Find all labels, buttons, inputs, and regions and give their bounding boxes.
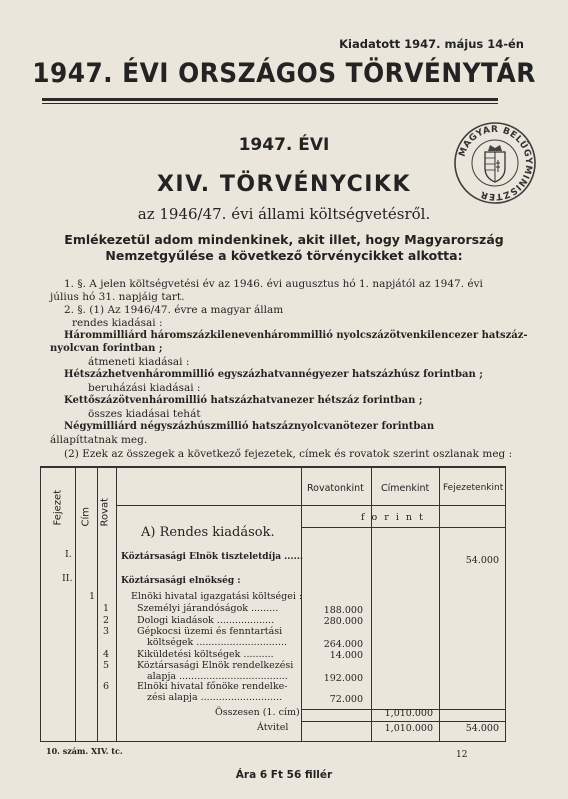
rovat-number: 1 <box>103 603 110 614</box>
masthead-rule-thick <box>42 98 498 101</box>
rovat-number: 6 <box>103 681 110 692</box>
header-rovat: Rovat <box>99 497 111 527</box>
rovat-amount: 280.000 <box>323 616 363 627</box>
rovat-label-cont: zési alapja ........................... <box>147 692 283 703</box>
rovat-number: 3 <box>103 626 110 637</box>
svg-text:MAGYAR BELÜGYMINISZTER: MAGYAR BELÜGYMINISZTER <box>457 124 534 202</box>
subtotal-amount: 1,010.000 <box>384 708 433 719</box>
fejezet-label: Köztársasági elnökség : <box>121 576 241 586</box>
law-year: 1947. ÉVI <box>238 135 330 155</box>
rovat-amount: 192.000 <box>323 673 363 684</box>
rovat-label: Köztársasági Elnök rendelkezési <box>137 660 294 671</box>
rovat-label: Személyi járandóságok ......... <box>137 603 279 614</box>
rovat-amount: 14.000 <box>329 650 363 661</box>
amount-atmeneti: Hétszázhetvenhárommillió egyszázhatvannégyezer hatszázhúsz forintban ; <box>64 369 483 380</box>
header-fejezet: Fejezet <box>52 489 64 526</box>
fejezet-label: Köztársasági Elnök tiszteletdíja ...... <box>121 552 303 562</box>
header-cim: Cím <box>80 506 92 527</box>
header-rovatonkint: Rovatonkint <box>307 483 364 494</box>
paragraph-1: 1. §. A jelen költségvetési év az 1946. évi augusztus hó 1. napjától az 1947. évi <box>64 278 483 290</box>
amount-beruhazasi: Kettőszázötvenháromillió hatszázhatvanezer hétszáz forintban ; <box>64 395 423 406</box>
fejezet-number: I. <box>65 549 72 560</box>
price-line: Ára 6 Ft 56 fillér <box>235 769 333 781</box>
rovat-label-cont: alapja .................................... <box>147 671 288 682</box>
fejezet-total: 54.000 <box>465 555 499 566</box>
label-osszes-kiadasai: összes kiadásai tehát <box>88 408 201 420</box>
rovat-label-cont: költségek .............................. <box>147 637 287 648</box>
rovat-label: Gépkocsi üzemi és fenntartási <box>137 626 283 637</box>
label-beruhazasi-kiadasai: beruházási kiadásai : <box>88 382 201 394</box>
label-rendes-kiadasai: rendes kiadásai : <box>72 317 163 329</box>
amount-rendes: Hárommilliárd háromszázkilenevenhárommillió nyolcszázötvenkilencezer hatszáz- <box>64 330 528 341</box>
preamble-line-2: Nemzetgyűlése a következő törvénycikket alkotta: <box>105 248 463 263</box>
rovat-label: Elnöki hivatal főnöke rendelke- <box>137 681 288 692</box>
masthead-rule-thin <box>42 103 498 104</box>
issue-date-line: Kiadatott 1947. május 14-én <box>339 37 524 51</box>
rovat-label: Kiküldetési költségek .......... <box>137 649 274 660</box>
paragraph-1-cont: július hó 31. napjáig tart. <box>50 291 185 303</box>
carry-label: Átvitel <box>257 722 289 733</box>
budget-table <box>40 466 506 742</box>
law-subject: az 1946/47. évi állami költségvetésről. <box>137 205 431 223</box>
section-title: A) Rendes kiadások. <box>141 525 275 540</box>
header-unit: f o r i n t <box>361 512 425 523</box>
rovat-number: 5 <box>103 660 110 671</box>
ministry-stamp <box>452 120 538 206</box>
header-fejezetenkint: Fejezetenkint <box>443 483 504 493</box>
rovat-amount: 188.000 <box>323 605 363 616</box>
law-title: XIV. TÖRVÉNYCIKK <box>156 172 412 197</box>
subtotal-label: Összesen (1. cím) <box>215 707 300 718</box>
rovat-number: 2 <box>103 615 110 626</box>
paragraph-2-2: (2) Ezek az összegek a következő fejezetek, címek és rovatok szerint oszlanak meg : <box>64 448 513 460</box>
header-cimenkint: Címenkint <box>381 483 430 494</box>
fejezet-number: II. <box>62 573 73 584</box>
rovat-amount: 264.000 <box>323 639 363 650</box>
label-atmeneti-kiadasai: átmeneti kiadásai : <box>88 356 190 368</box>
masthead-title: 1947. ÉVI ORSZÁGOS TÖRVÉNYTÁR <box>32 58 536 89</box>
page-number: 12 <box>456 750 468 760</box>
rovat-amount: 72.000 <box>329 694 363 705</box>
paragraph-2: 2. §. (1) Az 1946/47. évre a magyar állam <box>64 304 284 316</box>
amount-osszes: Négymilliárd négyszázhúszmillió hatszáznyolcvanötezer forintban <box>64 421 435 432</box>
cim-label: Elnöki hivatal igazgatási költségei : <box>131 591 303 602</box>
allapittatnak-meg: állapíttatnak meg. <box>50 434 148 446</box>
rovat-number: 4 <box>103 649 110 660</box>
preamble-line-1: Emlékezetül adom mindenkinek, akit illet, hogy Magyarország <box>64 232 504 247</box>
footer-issue-number: 10. szám. XIV. tc. <box>46 746 123 756</box>
cim-number: 1 <box>89 591 96 602</box>
carry-fejezet-amount: 54.000 <box>465 723 499 734</box>
carry-cim-amount: 1,010.000 <box>384 723 433 734</box>
amount-rendes-cont: nyolcvan forintban ; <box>50 343 163 354</box>
rovat-label: Dologi kiadások ................... <box>137 615 275 626</box>
